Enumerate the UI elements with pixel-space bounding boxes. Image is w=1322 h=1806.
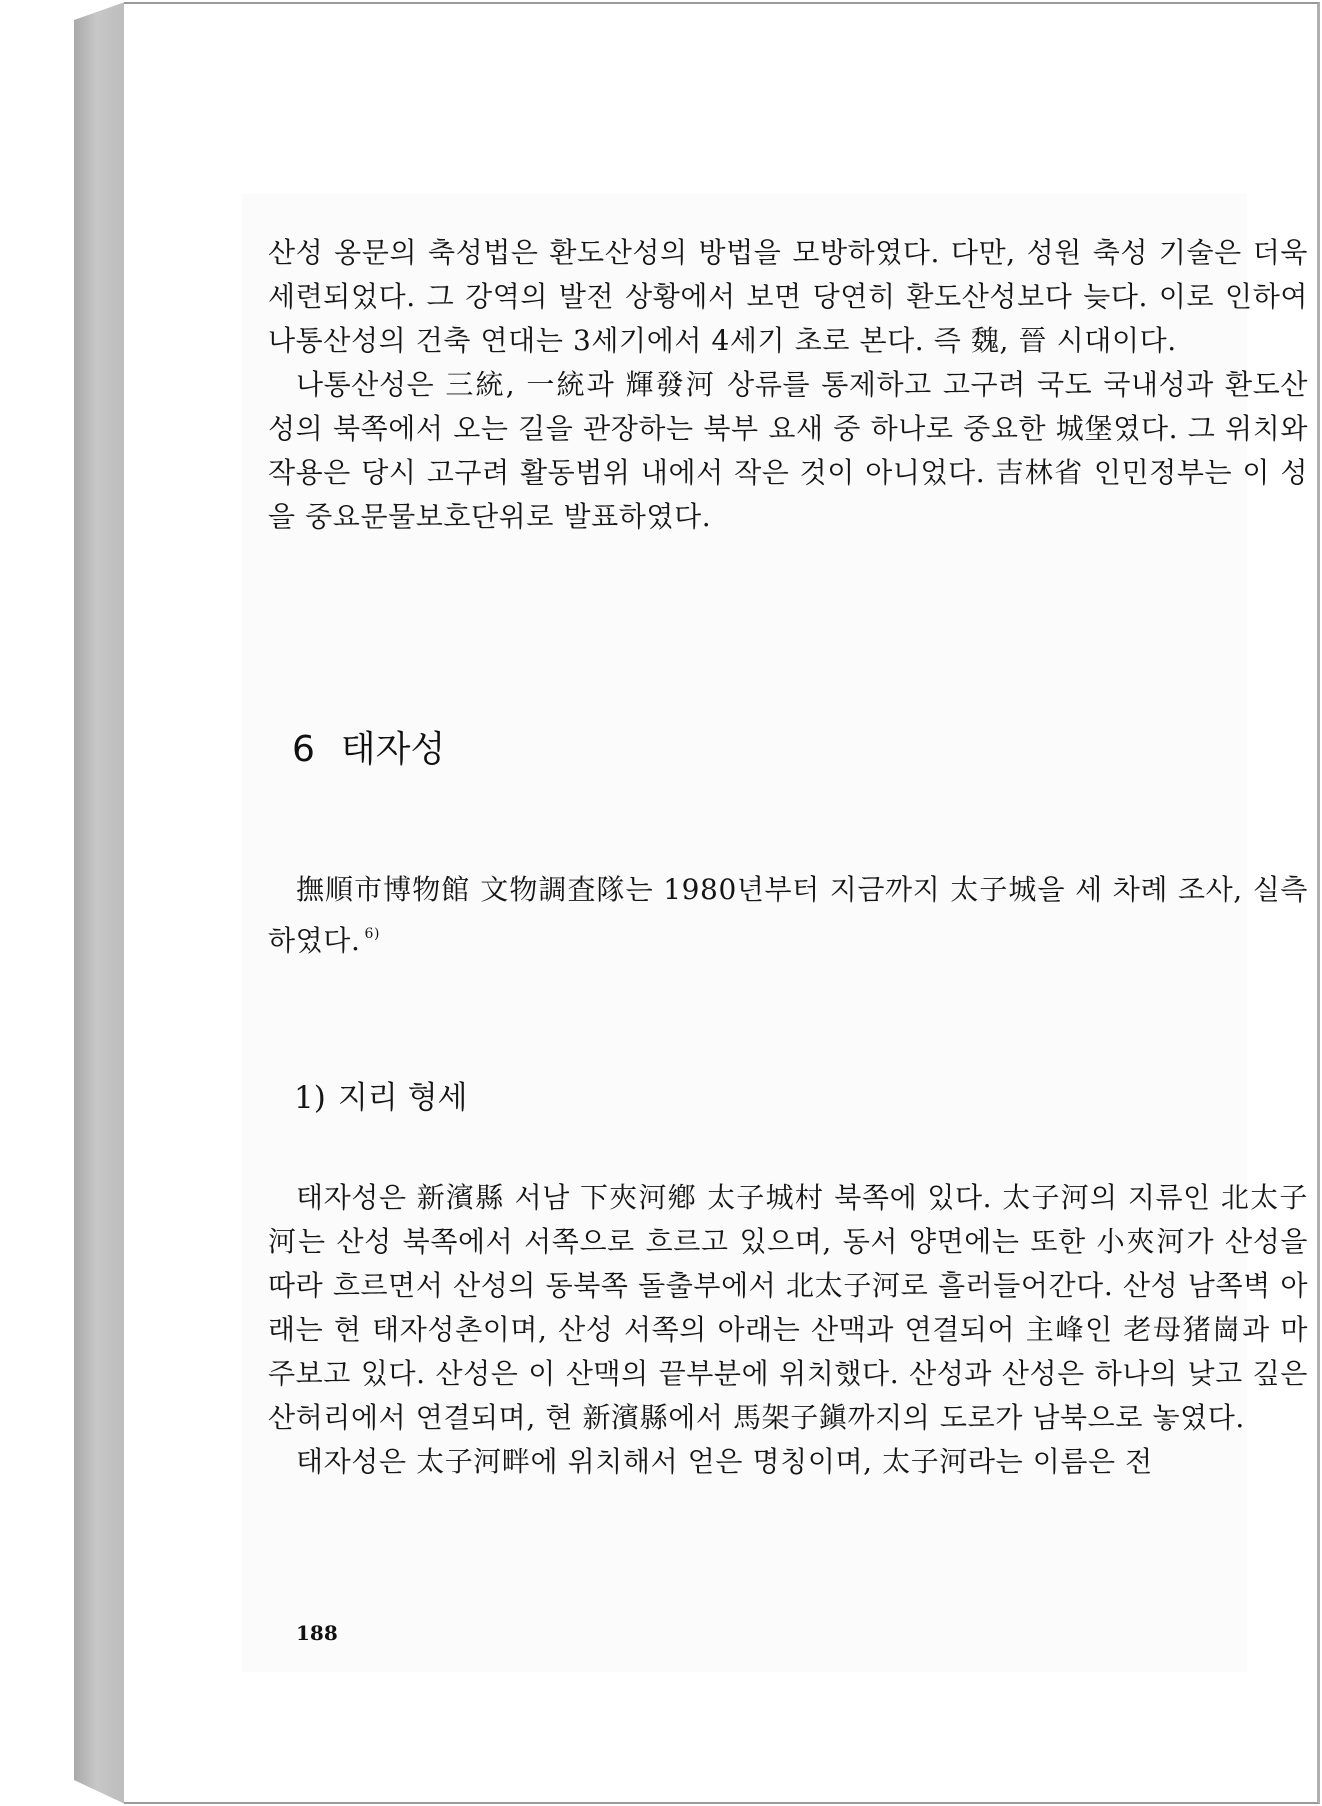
paragraph: 태자성은 太子河畔에 위치해서 얻은 명칭이며, 太子河라는 이름은 전 [296,1445,1153,1478]
section-number: 1) [294,1080,326,1116]
book-page [124,2,1320,1804]
chapter-number: 6 [292,729,315,770]
section-title: 지리 형세 [337,1080,468,1116]
text-block-section [268,1176,1308,1484]
page-number: 188 [296,1621,338,1645]
paragraph: 태자성은 新濱縣 서남 下夾河鄕 太子城村 북쪽에 있다. 太子河의 지류인 北太子河는 산성 북쪽에서 서쪽으로 흐르고 있으며, 동서 양면에는 또한 小夾河가 산성을 따라 흐르면서 산성의 동북쪽 돌출부에서 北太子河로 흘러들어간다. 산성 남쪽벽 아래는 현 태자성촌이며, 산성 서쪽의 아래는 산맥과 연결되어 主峰인 老母猪崗과 마주보고 있다. 산성은 이 산맥의 끝부분에 위치했다. 산성과 산성은 하나의 낮고 깊은 산허리에서 연결되며, 현 新濱縣에서 馬架子鎭까지의 도로가 남북으로 놓였다. [268,1181,1308,1434]
footnote-marker: 6) [364,926,381,942]
text-block-top [268,231,1308,539]
paragraph [268,868,1308,963]
chapter-heading [292,726,445,774]
chapter-title: 태자성 [340,729,446,770]
section-heading [294,1076,467,1120]
text-block-intro [268,868,1308,963]
paragraph: 산성 옹문의 축성법은 환도산성의 방법을 모방하였다. 다만, 성원 축성 기술은 더욱 세련되었다. 그 강역의 발전 상황에서 보면 당연히 환도산성보다 늦다. 이로 인하여 나통산성의 건축 연대는 3세기에서 4세기 초로 본다. 즉 魏, 晉 시대이다. [268,236,1308,357]
book-spine [74,2,125,1804]
paragraph: 나통산성은 三統, 一統과 輝發河 상류를 통제하고 고구려 국도 국내성과 환도산성의 북쪽에서 오는 길을 관장하는 북부 요새 중 하나로 중요한 城堡였다. 그 위치와 작용은 당시 고구려 활동범위 내에서 작은 것이 아니었다. 吉林省 인민정부는 이 성을 중요문물보호단위로 발표하였다. [268,368,1308,533]
intro-text: 撫順市博物館 文物調査隊는 1980년부터 지금까지 太子城을 세 차례 조사, 실측하였다. [268,873,1308,957]
